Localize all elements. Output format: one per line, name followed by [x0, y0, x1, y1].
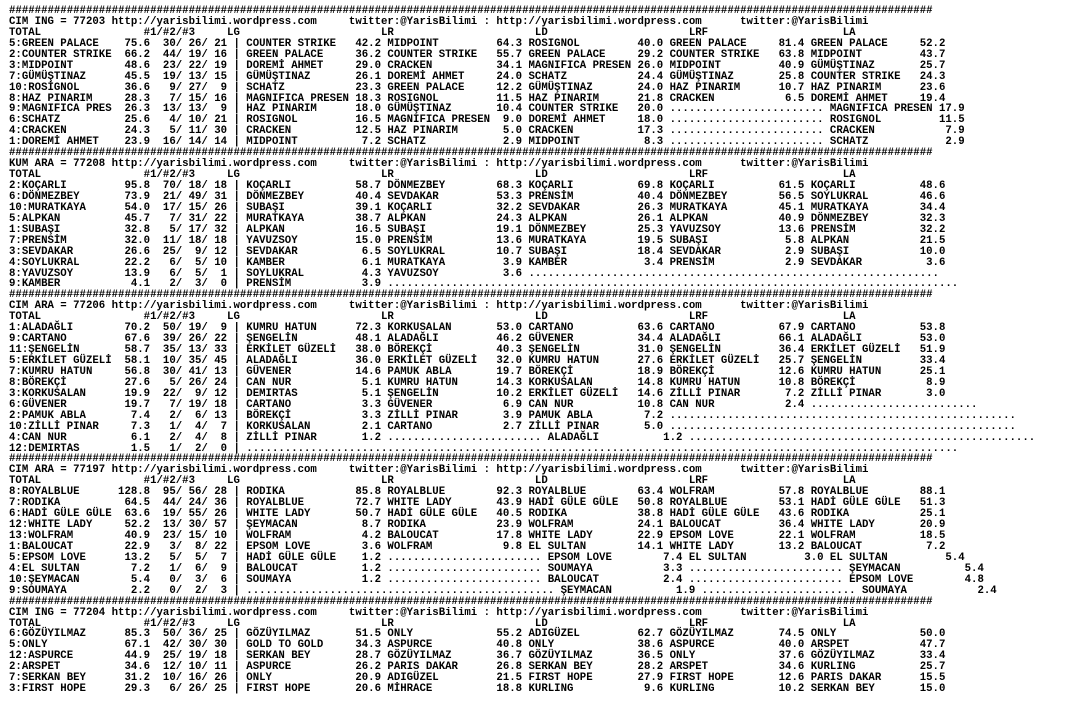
horse-row: 6:GÖZÜYILMAZ 85.3 50/ 36/ 25 | GÖZÜYILMAZ 51.5 ONLY 55.2 ADIGÜZEL 62.7 GÖZÜYILMAZ 74.5 ONLY 50.0: [9, 628, 946, 641]
horse-row: 1:SUBAŞI 32.8 5/ 17/ 32 | ALPKAN 16.5 SUBAŞI 19.1 DÖNMEZBEY 25.3 YAVUZSOY 13.6 PRENSİM 32.2: [9, 223, 946, 236]
horse-row: 1:BALOUCAT 22.9 3/ 8/ 22 | EPSOM LOVE 3.6 WOLFRAM 9.8 EL SULTAN 14.1 WHITE LADY 13.2 BALOUCAT 7.2: [9, 540, 946, 553]
race-block-ara-77206: [9, 290, 1077, 454]
race-header: CIM ARA = 77197 http://yarisbilimi.wordpress.com twitter:@YarisBilimi : http://yarisbilimi.wordpress.com twitter:@YarisBilimi: [9, 464, 869, 477]
horse-row: 10:ROSİGNOL 36.6 9/ 27/ 9 | SCHATZ 23.3 GREEN PALACE 12.2 GÜMÜŞTINAZ 24.0 HAZ PINARIM 10.7 HAZ PINARIM 23.6: [9, 81, 946, 94]
race-block-ara-77197: [9, 454, 1077, 596]
horse-row: 5:EPSOM LOVE 13.2 5/ 5/ 7 | HADİ GÜLE GÜLE 1.2 ........................ EPSOM LOVE 7.4 EL SULTAN 3.0 EL SULTAN 5.4: [9, 551, 965, 564]
horse-row: 2:COUNTER STRIKE 66.2 44/ 19/ 16 | GREEN PALACE 36.2 COUNTER STRIKE 55.7 GREEN PALACE 29.2 COUNTER STRIKE 63.8 MIDPOINT 43.7: [9, 48, 946, 61]
horse-row: 7:RODIKA 64.5 44/ 24/ 36 | ROYALBLUE 72.7 WHITE LADY 43.9 HADİ GÜLE GÜLE 50.8 ROYALBLUE 53.1 HADİ GÜLE GÜLE 51.3: [9, 497, 946, 510]
separator-line: ################################################################################################################################################: [9, 5, 933, 17]
horse-row: 4:CRACKEN 24.3 5/ 11/ 30 | CRACKEN 12.5 HAZ PINARIM 5.0 CRACKEN 17.3 ........................ CRACKEN 7.9: [9, 125, 965, 138]
horse-row: 5:GREEN PALACE 75.6 30/ 26/ 21 | COUNTER STRIKE 42.2 MIDPOINT 64.3 ROSIGNOL 40.0 GREEN PALACE 81.4 GREEN PALACE 52.2: [9, 37, 946, 50]
horse-row: 12:ASPURCE 44.9 25/ 19/ 18 | SERKAN BEY 28.7 GÖZÜYILMAZ 36.7 GÖZÜYILMAZ 36.5 ONLY 37.6 GÖZÜYILMAZ 33.4: [9, 650, 946, 663]
race-block-ara-77208: [9, 148, 1077, 290]
race-block-ing-77204: [9, 597, 1077, 695]
horse-row: 10:MURATKAYA 54.0 17/ 15/ 26 | SUBAŞI 39.1 KOÇARLI 32.2 SEVDAKAR 26.3 MURATKAYA 45.1 MURATKAYA 34.4: [9, 201, 946, 214]
horse-row: 6:HADİ GÜLE GÜLE 63.6 19/ 55/ 26 | WHITE LADY 50.7 HADİ GÜLE GÜLE 40.5 RODIKA 38.8 HADİ GÜLE GÜLE 43.6 RODIKA 25.1: [9, 508, 946, 521]
horse-row: 9:KAMBER 4.1 2/ 3/ 0 | PRENSİM 3.9 .........................................................................................: [9, 278, 959, 291]
column-header: TOTAL #1/#2/#3 LG LR LD LRF LA: [9, 26, 856, 39]
horse-row: 5:ALPKAN 45.7 7/ 31/ 22 | MURATKAYA 38.7 ALPKAN 24.3 ALPKAN 26.1 ALPKAN 40.9 DÖNMEZBEY 32.3: [9, 212, 946, 225]
horse-row: 2:PAMUK ABLA 7.4 2/ 6/ 13 | BÖREKÇİ 3.3 ZİLLİ PINAR 3.9 PAMUK ABLA 7.2 ......................................................: [9, 409, 1016, 422]
horse-row: 7:GÜMÜŞTINAZ 45.5 19/ 13/ 15 | GÜMÜŞTINAZ 26.1 DOREMİ AHMET 24.0 SCHATZ 24.4 GÜMÜŞTINAZ 25.8 COUNTER STRIKE 24.3: [9, 70, 946, 83]
horse-row: 3:FIRST HOPE 29.3 6/ 26/ 25 | FIRST HOPE 20.6 MİHRACE 18.8 KURLING 9.6 KURLING 10.2 SERKAN BEY 15.0: [9, 683, 946, 696]
horse-row: 9:CARTANO 67.6 39/ 26/ 22 | ŞENGELİN 48.1 ALADAĞLI 46.2 GÜVENER 34.4 ALADAĞLI 66.1 ALADAĞLI 53.0: [9, 333, 946, 346]
horse-row: 3:KORKUSALAN 19.9 22/ 9/ 12 | DEMIRTAS 5.1 ŞENGELİN 10.2 ERKİLET GÜZELİ 14.6 ZİLLİ PINAR 7.2 ZİLLİ PINAR 3.0: [9, 387, 946, 400]
horse-row: 5:ERKİLET GÜZELİ 58.1 10/ 35/ 45 | ALADAĞLI 36.0 ERKİLET GÜZELİ 32.0 KUMRU HATUN 27.6 ERKİLET GÜZELİ 25.7 ŞENGELİN 33.4: [9, 355, 946, 367]
separator-line: ################################################################################################################################################: [9, 453, 933, 466]
race-block-ing-77203: [9, 6, 1077, 148]
horse-row: 2:KOÇARLI 95.8 70/ 18/ 18 | KOÇARLI 58.7 DÖNMEZBEY 68.3 KOÇARLI 69.8 KOÇARLI 61.5 KOÇARLI 48.6: [9, 180, 946, 192]
horse-row: 4:CAN NUR 6.1 2/ 4/ 8 | ZİLLİ PINAR 1.2 ........................ ALADAĞLI 1.2 ......................................................: [9, 431, 1036, 444]
race-header: CIM ING = 77204 http://yarisbilimi.wordpress.com twitter:@YarisBilimi : http://yarisbilimi.wordpress.com twitter:@YarisBilimi: [9, 606, 869, 619]
race-header: CIM ARA = 77206 http://yarisbilimi.wordpress.com twitter:@YarisBilimi : http://yarisbilimi.wordpress.com twitter:@YarisBilimi: [9, 300, 869, 313]
column-header: TOTAL #1/#2/#3 LG LR LD LRF LA: [9, 617, 856, 630]
horse-row: 13:WOLFRAM 40.9 23/ 15/ 10 | WOLFRAM 4.2 BALOUCAT 17.8 WHITE LADY 22.9 EPSOM LOVE 22.1 WOLFRAM 18.5: [9, 530, 946, 542]
horse-row: 4:EL SULTAN 7.2 1/ 6/ 9 | BALOUCAT 1.2 ........................ SOUMAYA 3.3 ........................ ŞEYMACAN 5.4: [9, 562, 984, 575]
horse-row: 6:DÖNMEZBEY 73.9 21/ 49/ 31 | DÖNMEZBEY 40.4 SEVDAKAR 53.3 PRENSİM 40.4 DÖNMEZBEY 56.5 SOYLUKRAL 46.6: [9, 190, 946, 203]
horse-row: 10:ŞEYMACAN 5.4 0/ 3/ 6 | SOUMAYA 1.2 ........................ BALOUCAT 2.4 ........................ EPSOM LOVE 4.8: [9, 573, 984, 586]
horse-row: 5:ONLY 67.1 42/ 30/ 30 | GOLD TO GOLD 34.3 ASPURCE 40.8 ONLY 38.6 ASPURCE 40.0 ARSPET 47.7: [9, 639, 946, 652]
horse-row: 10:ZİLLİ PINAR 7.3 1/ 4/ 7 | KORKUSALAN 2.1 CARTANO 2.7 ZİLLİ PINAR 5.0 ......................................................: [9, 420, 1016, 433]
horse-row: 7:KUMRU HATUN 56.8 30/ 41/ 13 | GÜVENER 14.6 PAMUK ABLA 19.7 BÖREKÇİ 18.9 BÖREKÇİ 12.6 KUMRU HATUN 25.1: [9, 365, 946, 378]
horse-row: 12:DEMIRTAS 1.5 1/ 2/ 0 | ...............................................................................................................: [9, 442, 959, 455]
horse-row: 7:SERKAN BEY 31.2 10/ 16/ 26 | ONLY 20.9 ADIGÜZEL 21.5 FIRST HOPE 27.9 FIRST HOPE 12.6 PARIS DAKAR 15.5: [9, 672, 946, 685]
separator-line: ################################################################################################################################################: [9, 147, 933, 160]
column-header: TOTAL #1/#2/#3 LG LR LD LRF LA: [9, 475, 856, 488]
horse-row: 12:WHITE LADY 52.2 13/ 30/ 57 | ŞEYMACAN 8.7 RODIKA 23.9 WOLFRAM 24.1 BALOUCAT 36.4 WHITE LADY 20.9: [9, 519, 946, 532]
column-header: TOTAL #1/#2/#3 LG LR LD LRF LA: [9, 169, 856, 182]
column-header: TOTAL #1/#2/#3 LG LR LD LRF LA: [9, 311, 856, 324]
horse-row: 1:ALADAĞLI 70.2 50/ 19/ 9 | KUMRU HATUN 72.3 KORKUSALAN 53.0 CARTANO 63.6 CARTANO 67.9 CARTANO 53.8: [9, 322, 946, 335]
horse-row: 4:SOYLUKRAL 22.2 6/ 5/ 10 | KAMBER 6.1 MURATKAYA 3.9 KAMBER 3.4 PRENSİM 2.9 SEVDAKAR 3.6: [9, 256, 946, 269]
separator-line: ################################################################################################################################################: [9, 595, 933, 608]
horse-row: 8:HAZ PINARIM 28.3 7/ 15/ 16 | MAGNIFICA PRESEN 18.3 ROSIGNOL 11.5 HAZ PINARIM 21.8 CRACKEN 6.5 DOREMİ AHMET 19.4: [9, 92, 946, 105]
horse-row: 2:ARSPET 34.6 12/ 10/ 11 | ASPURCE 26.2 PARIS DAKAR 26.8 SERKAN BEY 28.2 ARSPET 34.6 KURLING 25.7: [9, 661, 946, 674]
horse-row: 8:YAVUZSOY 13.9 6/ 5/ 1 | SOYLUKRAL 4.3 YAVUZSOY 3.6 ................................................................: [9, 267, 939, 280]
horse-row: 8:ROYALBLUE 128.8 95/ 56/ 28 | RODIKA 85.8 ROYALBLUE 92.3 ROYALBLUE 63.4 WOLFRAM 57.8 ROYALBLUE 88.1: [9, 486, 946, 499]
horse-row: 3:MIDPOINT 48.6 23/ 22/ 19 | DOREMİ AHMET 29.0 CRACKEN 34.1 MAGNIFICA PRESEN 26.0 MIDPOINT 40.9 GÜMÜŞTINAZ 25.7: [9, 59, 946, 72]
horse-row: 6:SCHATZ 25.6 4/ 10/ 21 | ROSIGNOL 16.5 MAGNIFICA PRESEN 9.0 DOREMİ AHMET 18.0 ........................ ROSIGNOL 11.5: [9, 114, 965, 127]
race-blocks: [9, 6, 1077, 695]
horse-row: 7:PRENSİM 32.0 11/ 18/ 18 | YAVUZSOY 15.0 PRENSİM 13.6 MURATKAYA 19.5 SUBAŞI 5.8 ALPKAN 21.5: [9, 234, 946, 247]
horse-row: 1:DOREMİ AHMET 23.9 16/ 14/ 14 | MIDPOINT 7.2 SCHATZ 2.9 MIDPOINT 8.3 ........................ SCHATZ 2.9: [9, 136, 965, 149]
horse-row: 9:SOUMAYA 2.2 0/ 2/ 3 | ................................................ ŞEYMACAN 1.9 ........................ SOUMAYA 2.4: [9, 584, 997, 597]
race-header: CIM ING = 77203 http://yarisbilimi.wordpress.com twitter:@YarisBilimi : http://yarisbilimi.wordpress.com twitter:@YarisBilimi: [9, 15, 869, 28]
horse-row: 3:SEVDAKAR 26.6 25/ 9/ 12 | SEVDAKAR 6.5 SOYLUKRAL 10.7 SUBAŞI 18.4 SEVDAKAR 2.9 SUBAŞI 10.0: [9, 245, 946, 258]
horse-row: 8:BÖREKÇİ 27.6 5/ 26/ 24 | CAN NUR 5.1 KUMRU HATUN 14.3 KORKUSALAN 14.8 KUMRU HATUN 10.8 BÖREKÇİ 8.9: [9, 376, 946, 389]
race-header: KUM ARA = 77208 http://yarisbilimi.wordpress.com twitter:@YarisBilimi : http://yarisbilimi.wordpress.com twitter:@YarisBilimi: [9, 158, 869, 171]
horse-row: 9:MAGNIFICA PRES 26.3 13/ 13/ 9 | HAZ PINARIM 18.0 GÜMÜŞTINAZ 10.4 COUNTER STRIKE 20.0 ........................ MAGNIFICA PRESEN 17.9: [9, 103, 965, 116]
horse-row: 6:GÜVENER 19.7 7/ 19/ 18 | CARTANO 3.3 GÜVENER 6.9 CAN NUR 10.8 CAN NUR 2.4 ..........................: [9, 398, 978, 411]
separator-line: ################################################################################################################################################: [9, 289, 933, 302]
horse-row: 11:ŞENGELİN 58.7 35/ 13/ 33 | ERKİLET GÜZELİ 38.0 BÖREKÇİ 40.3 ŞENGELİN 31.0 ŞENGELİN 36.4 ERKİLET GÜZELİ 51.9: [9, 344, 946, 357]
